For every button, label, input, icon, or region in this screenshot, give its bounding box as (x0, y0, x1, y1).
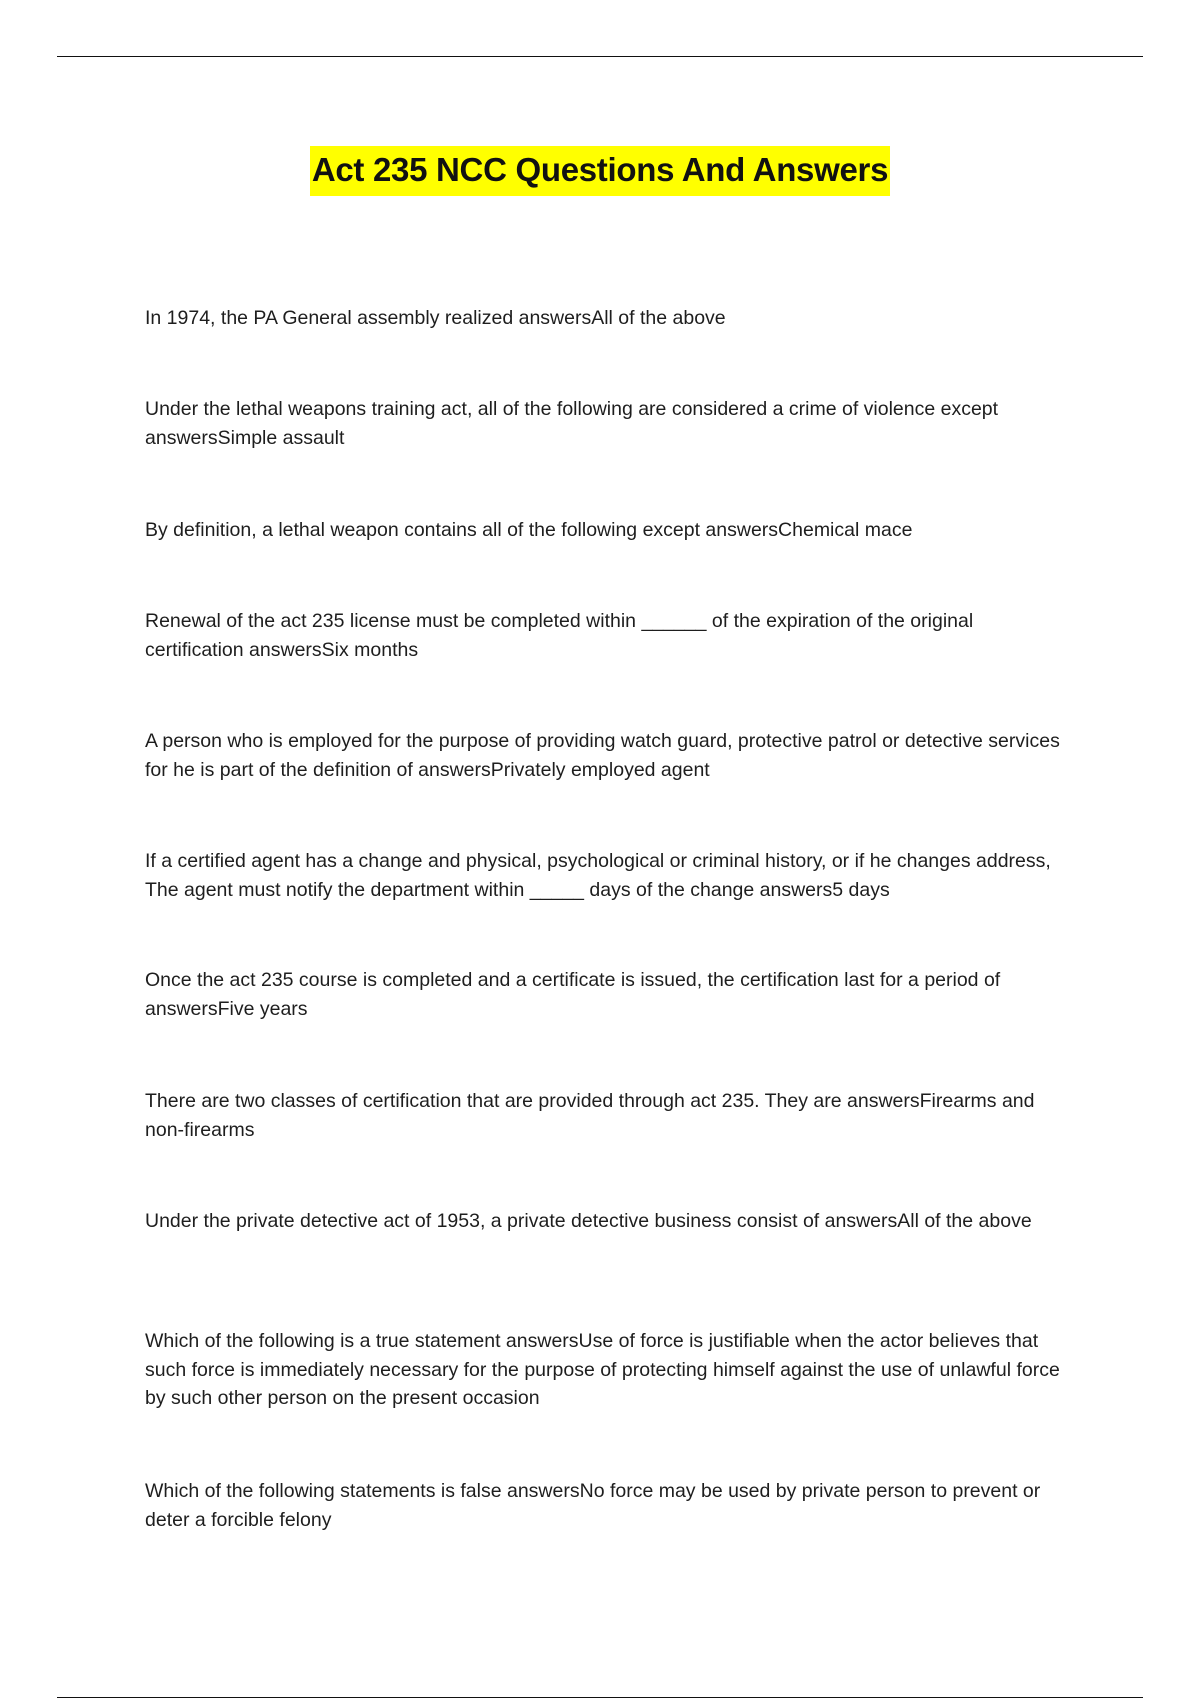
qa-item-1: In 1974, the PA General assembly realized answersAll of the above (145, 307, 726, 329)
bottom-rule (57, 1697, 1143, 1698)
qa-item-8: There are two classes of certification that are provided through act 235. They are answersFirearms and non-firearms (145, 1090, 1035, 1141)
qa-item-10: Which of the following is a true statement answersUse of force is justifiable when the actor believes that such force is immediately necessary for the purpose of protecting himself against the use of unlawful force by such other person on the present occasion (145, 1330, 1060, 1409)
qa-item-5: A person who is employed for the purpose of providing watch guard, protective patrol or detective services for he is part of the definition of answersPrivately employed agent (145, 730, 1060, 781)
qa-item-2: Under the lethal weapons training act, all of the following are considered a crime of violence except answersSimple assault (145, 398, 999, 449)
document-title: Act 235 NCC Questions And Answers (310, 146, 890, 196)
top-rule (57, 56, 1143, 57)
qa-item-9: Under the private detective act of 1953, a private detective business consist of answersAll of the above (145, 1210, 1032, 1232)
qa-item-3: By definition, a lethal weapon contains all of the following except answersChemical mace (145, 519, 913, 541)
qa-item-11: Which of the following statements is false answersNo force may be used by private person to prevent or deter a forcible felony (145, 1480, 1041, 1531)
qa-item-6: If a certified agent has a change and physical, psychological or criminal history, or if he changes address, The agent must notify the department within _____ days of the change answers5 days (145, 850, 1051, 901)
title-container (0, 146, 1200, 196)
qa-item-4: Renewal of the act 235 license must be completed within ______ of the expiration of the original certification answersSix months (145, 610, 974, 661)
qa-item-7: Once the act 235 course is completed and a certificate is issued, the certification last for a period of answersFive years (145, 969, 1001, 1020)
